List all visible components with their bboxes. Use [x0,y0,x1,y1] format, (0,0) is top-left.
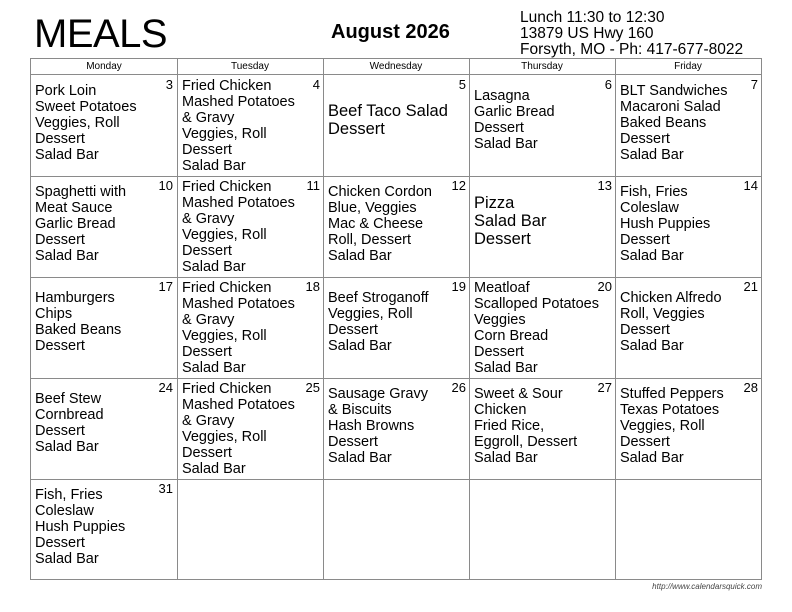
menu-list [182,280,295,376]
menu-item: Dessert [182,243,232,259]
menu-list [328,386,428,466]
menu-item: Salad Bar [182,259,246,275]
menu-item: Eggroll, Dessert [474,434,578,450]
menu-item: Roll, Veggies [620,306,705,322]
weekday-header: Wednesday [369,61,423,72]
menu-item: Sweet & Sour [474,386,563,402]
menu-item: Salad Bar [182,158,246,174]
menu-item: Salad Bar [328,248,392,264]
day-number: 31 [158,481,173,496]
day-cell [616,378,762,479]
menu-item: & Biscuits [328,402,392,418]
menu-item: Baked Beans [35,322,122,338]
menu-item: Mashed Potatoes [182,397,295,413]
day-cell [616,75,762,176]
day-number: 27 [597,380,612,395]
menu-item: Baked Beans [620,115,707,131]
menu-item: Salad Bar [474,450,538,466]
day-cell [178,277,324,378]
day-cell [616,479,762,580]
menu-item: Salad Bar [182,360,246,376]
menu-item: Dessert [328,120,385,138]
menu-list [474,280,599,376]
menu-item: Salad Bar [474,212,547,230]
menu-list [182,78,295,174]
menu-item: Macaroni Salad [620,99,721,115]
day-cell [470,75,616,176]
menu-item: Veggies [474,312,526,328]
menu-item: Coleslaw [620,200,679,216]
menu-item: Dessert [35,131,85,147]
menu-item: Roll, Dessert [328,232,411,248]
menu-item: Salad Bar [328,338,392,354]
menu-item: Veggies, Roll [182,328,267,344]
menu-list [328,184,432,264]
menu-item: Coleslaw [35,503,94,519]
day-number: 28 [743,380,758,395]
day-cell [31,277,177,378]
menu-item: Salad Bar [328,450,392,466]
menu-item: Veggies, Roll [35,115,120,131]
day-cell [178,176,324,277]
menu-list [620,83,727,163]
menu-item: Salad Bar [620,248,684,264]
day-number: 6 [604,77,612,92]
day-number: 4 [312,77,320,92]
menu-list [474,88,555,152]
menu-item: Blue, Veggies [328,200,417,216]
day-cell [324,378,470,479]
menu-list [35,487,125,567]
menu-item: & Gravy [182,413,235,429]
page-title: MEALS [34,12,168,56]
day-cell [324,277,470,378]
day-cell [324,176,470,277]
menu-item: Chips [35,306,73,322]
footer-url: http://www.calendarsquick.com [652,582,762,591]
menu-item: Beef Stroganoff [328,290,429,306]
menu-list [328,102,448,138]
menu-item: Salad Bar [474,136,538,152]
day-cell [31,176,177,277]
weekday-header: Tuesday [231,61,269,72]
day-number: 14 [743,178,758,193]
day-cell [324,75,470,176]
menu-item: Chicken Cordon [328,184,432,200]
menu-item: Salad Bar [620,338,684,354]
menu-item: Hamburgers [35,290,115,306]
lunch-info-line: Lunch 11:30 to 12:30 [520,9,665,26]
lunch-info [520,10,743,58]
day-number: 18 [305,279,320,294]
menu-item: Dessert [620,434,670,450]
menu-item: Dessert [474,120,524,136]
day-cell [470,479,616,580]
menu-item: Fried Chicken [182,280,272,296]
menu-item: Fried Chicken [182,381,272,397]
menu-item: Salad Bar [35,248,99,264]
menu-item: Salad Bar [35,147,99,163]
weekday-header-row [31,59,761,75]
day-number: 10 [158,178,173,193]
menu-item: Salad Bar [35,551,99,567]
day-cell [616,176,762,277]
month-title: August 2026 [331,21,450,43]
day-cell [178,479,324,580]
menu-item: Meat Sauce [35,200,113,216]
menu-item: Lasagna [474,88,530,104]
menu-item: Fish, Fries [620,184,688,200]
weekday-header: Thursday [521,61,563,72]
day-number: 20 [597,279,612,294]
menu-item: Chicken [474,402,527,418]
menu-list [474,194,546,248]
menu-list [35,184,126,264]
menu-item: Beef Taco Salad [328,102,448,120]
menu-item: Dessert [620,131,670,147]
day-number: 21 [743,279,758,294]
day-cell [470,176,616,277]
lunch-info-line: 13879 US Hwy 160 [520,25,654,42]
day-cell [31,479,177,580]
menu-item: Dessert [328,434,378,450]
menu-item: Fried Chicken [182,78,272,94]
day-cell [324,479,470,580]
menu-list [474,386,577,466]
menu-item: Dessert [474,344,524,360]
menu-list [620,386,724,466]
menu-item: Pizza [474,194,515,212]
menu-item: Chicken Alfredo [620,290,722,306]
day-cell [178,378,324,479]
menu-item: Stuffed Peppers [620,386,724,402]
day-number: 24 [158,380,173,395]
menu-item: Beef Stew [35,391,102,407]
day-number: 3 [165,77,173,92]
menu-item: Hash Browns [328,418,415,434]
day-cell [31,75,177,176]
day-cell [178,75,324,176]
day-number: 7 [750,77,758,92]
weekday-header: Monday [86,61,122,72]
menu-list [620,184,710,264]
menu-list [35,391,104,455]
menu-item: Dessert [328,322,378,338]
menu-item: & Gravy [182,110,235,126]
menu-item: Fried Rice, [474,418,545,434]
menu-item: Cornbread [35,407,104,423]
menu-item: Dessert [35,232,85,248]
menu-item: Salad Bar [620,147,684,163]
day-number: 5 [458,77,466,92]
menu-item: Scalloped Potatoes [474,296,599,312]
menu-list [35,83,137,163]
day-number: 17 [158,279,173,294]
day-cell [470,277,616,378]
menu-item: BLT Sandwiches [620,83,728,99]
menu-item: Veggies, Roll [182,126,267,142]
menu-item: Dessert [474,230,531,248]
menu-item: Dessert [620,322,670,338]
menu-item: Fried Chicken [182,179,272,195]
menu-item: Sausage Gravy [328,386,428,402]
menu-item: Dessert [182,445,232,461]
menu-item: Veggies, Roll [328,306,413,322]
menu-item: Texas Potatoes [620,402,720,418]
menu-item: Sweet Potatoes [35,99,137,115]
menu-list [620,290,722,354]
day-number: 12 [451,178,466,193]
menu-item: Mashed Potatoes [182,296,295,312]
menu-item: Pork Loin [35,83,97,99]
menu-item: & Gravy [182,211,235,227]
lunch-info-line: Forsyth, MO - Ph: 417-677-8022 [520,41,744,58]
menu-item: Hush Puppies [620,216,711,232]
calendar-grid [30,58,762,580]
day-cell [31,378,177,479]
menu-item: Dessert [620,232,670,248]
menu-item: Dessert [182,142,232,158]
menu-list [182,381,295,477]
day-number: 25 [305,380,320,395]
menu-item: Salad Bar [182,461,246,477]
menu-item: Salad Bar [620,450,684,466]
menu-item: Fish, Fries [35,487,103,503]
menu-item: Veggies, Roll [620,418,705,434]
menu-item: Hush Puppies [35,519,126,535]
menu-item: Dessert [35,338,85,354]
day-cell [470,378,616,479]
menu-item: Veggies, Roll [182,227,267,243]
day-number: 13 [597,178,612,193]
menu-list [35,290,121,354]
menu-item: Salad Bar [35,439,99,455]
menu-item: Mac & Cheese [328,216,424,232]
menu-item: Spaghetti with [35,184,127,200]
menu-item: Mashed Potatoes [182,94,295,110]
day-cell [616,277,762,378]
menu-list [328,290,429,354]
menu-item: Mashed Potatoes [182,195,295,211]
weekday-header: Friday [674,61,702,72]
menu-item: Dessert [182,344,232,360]
menu-list [182,179,295,275]
menu-item: Veggies, Roll [182,429,267,445]
menu-item: Salad Bar [474,360,538,376]
menu-item: Dessert [35,423,85,439]
menu-item: Garlic Bread [35,216,116,232]
day-number: 19 [451,279,466,294]
menu-item: Meatloaf [474,280,530,296]
menu-item: Dessert [35,535,85,551]
day-number: 11 [306,178,320,193]
menu-item: Corn Bread [474,328,549,344]
day-number: 26 [451,380,466,395]
menu-item: Garlic Bread [474,104,555,120]
menu-item: & Gravy [182,312,235,328]
